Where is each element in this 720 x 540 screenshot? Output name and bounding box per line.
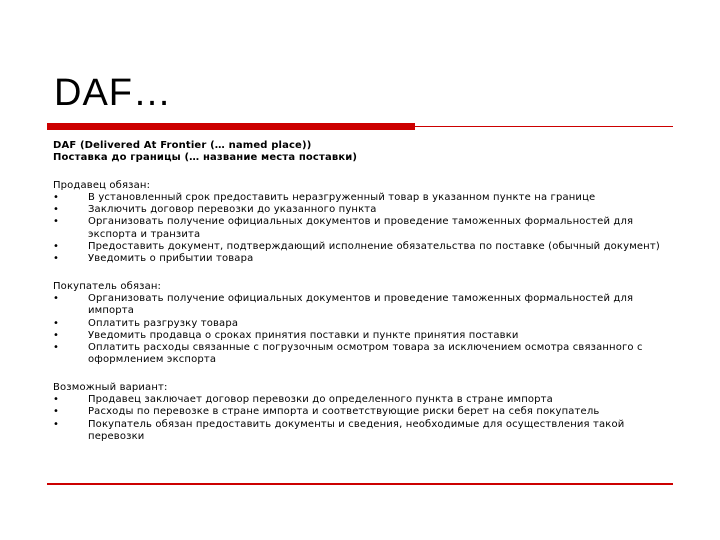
section-seller [53,180,673,266]
bullet-icon: • [53,216,60,228]
intro-line-1: DAF (Delivered At Frontier (… named place)) [53,140,312,151]
list-item: • Предоставить документ, подтверждающий исполнение обязательства по поставке (обычный документ) [53,241,660,253]
bullet-icon: • [53,191,60,203]
list-item: • Заключить договор перевозки до указанного пункта [53,204,377,216]
section-heading: Покупатель обязан: [53,280,162,292]
intro-line-2: Поставка до границы (… название места поставки) [53,152,358,164]
list-item: • Уведомить продавца о сроках принятия поставки и пункте принятия поставки [53,329,519,341]
bullet-icon: • [53,394,60,406]
section-buyer [53,281,673,367]
list-item: • Оплатить расходы связанные с погрузочным осмотром товара за исключением осмотра связанного с оформлением экспорта [53,342,643,366]
section-heading: Продавец обязан: [53,179,151,191]
list-item: • Покупатель обязан предоставить документы и сведения, необходимые для осуществления такой перевозки [53,418,625,442]
bullet-icon: • [53,406,60,418]
bullet-icon: • [53,253,60,265]
title-underline-thin-line [415,126,673,127]
section-variant [53,382,673,443]
list-item: • Организовать получение официальных документов и проведение таможенных формальностей для импорта [53,292,634,317]
list-item: • В установленный срок предоставить неразгруженный товар в указанном пункте на границе [53,191,596,203]
bullet-icon: • [53,317,60,329]
bullet-list [53,394,673,443]
bullet-icon: • [53,292,60,304]
section-heading: Возможный вариант: [53,381,168,393]
bullet-list [53,192,673,266]
bullet-list [53,293,673,367]
bullet-icon: • [53,418,60,430]
list-item: • Организовать получение официальных документов и проведение таможенных формальностей для экспорта и транзита [53,216,634,240]
list-item: • Продавец заключает договор перевозки до определенного пункта в стране импорта [53,394,553,406]
bullet-icon: • [53,204,60,216]
list-item: • Оплатить разгрузку товара [53,317,239,329]
title-underline [47,122,673,132]
bullet-icon: • [53,342,60,354]
title-underline-red-bar [47,123,415,130]
slide-body [53,140,673,443]
slide-title: DAF… [54,72,172,114]
bullet-icon: • [53,241,60,253]
bullet-icon: • [53,329,60,341]
bottom-rule [47,483,673,485]
list-item: • Уведомить о прибытии товара [53,253,254,265]
list-item: • Расходы по перевозке в стране импорта и соответствующие риски берет на себя покупатель [53,406,600,418]
